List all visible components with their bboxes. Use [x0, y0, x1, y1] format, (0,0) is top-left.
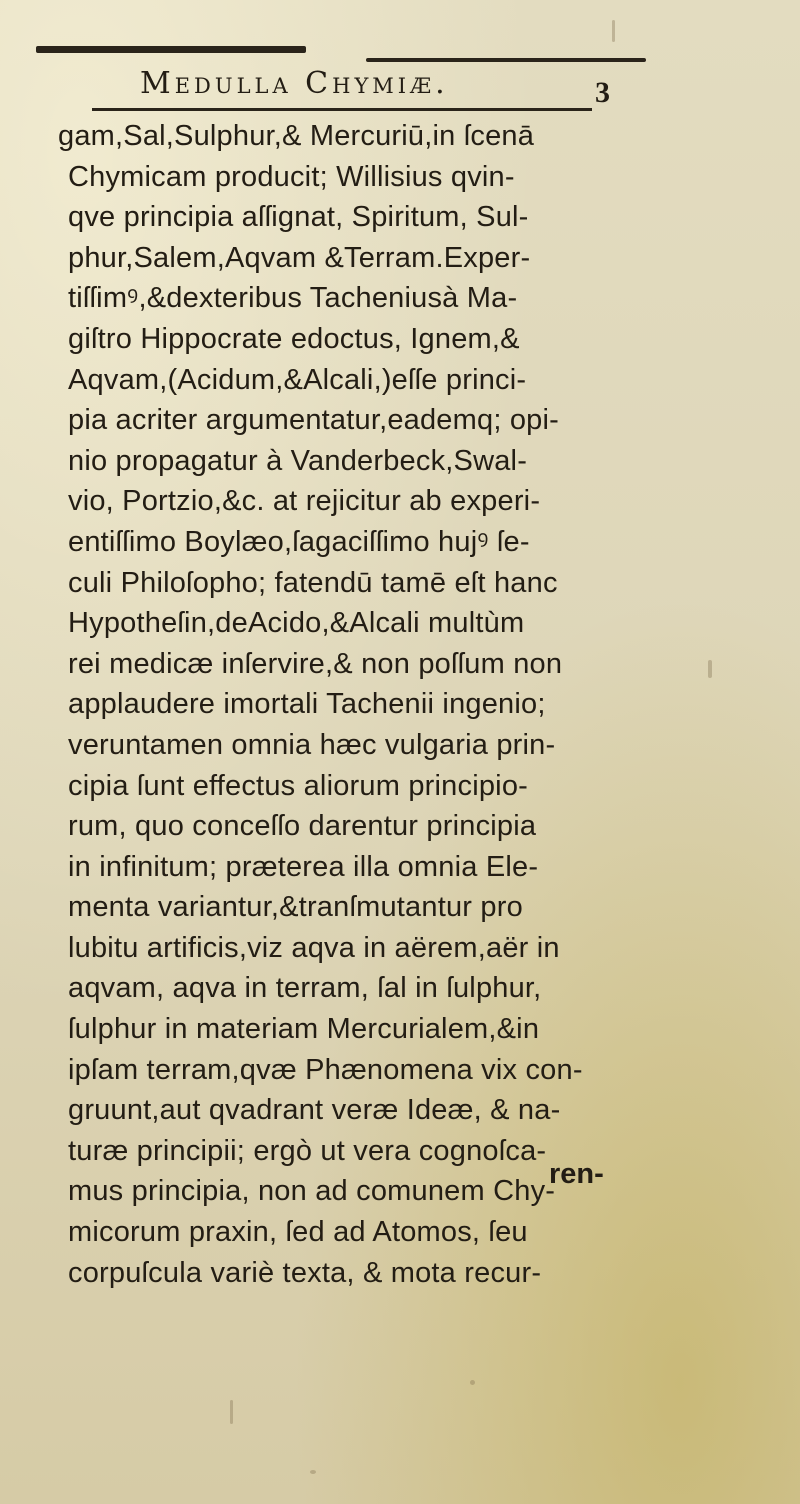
text-line: menta variantur,&tranſmutantur pro	[68, 891, 523, 924]
body-text	[58, 116, 658, 1293]
text-line: applaudere imortali Tachenii ingenio;	[68, 688, 546, 721]
text-line: Aqvam,(Acidum,&Alcali,)eſſe princi-	[68, 363, 527, 396]
page-number: 3	[595, 76, 610, 109]
text-line: phur,Salem,Aqvam &Terram.Exper-	[68, 241, 531, 274]
paper-blemish	[708, 660, 712, 678]
text-line: aqvam, aqva in terram, ſal in ſulphur,	[68, 972, 542, 1005]
text-line: turæ principii; ergò ut vera cognoſca-	[68, 1134, 547, 1167]
text-line: Hypotheſin,deAcido,&Alcali multùm	[68, 607, 525, 640]
text-line: qve principia aſſignat, Spiritum, Sul-	[68, 201, 529, 234]
text-line: rei medicæ inſervire,& non poſſum non	[68, 647, 563, 680]
paper-blemish	[470, 1380, 475, 1385]
text-line: veruntamen omnia hæc vulgaria prin-	[68, 728, 556, 761]
catchword: ren-	[549, 1158, 604, 1190]
text-line: mus principia, non ad comunem Chy-	[68, 1175, 556, 1208]
text-line: ipſam terram,qvæ Phænomena vix con-	[68, 1053, 583, 1086]
header-rule	[36, 46, 606, 66]
text-line: gam,Sal,Sulphur,& Mercuriū,in ſcenā	[58, 120, 535, 152]
header-underline	[92, 108, 592, 111]
text-line: culi Philoſopho; fatendū tamē eſt hanc	[68, 566, 558, 599]
text-line: Chymicam producit; Willisius qvin-	[68, 160, 515, 193]
text-line: gruunt,aut qvadrant veræ Ideæ, & na-	[68, 1094, 561, 1127]
text-line: cipia ſunt effectus aliorum principio-	[68, 769, 529, 802]
running-title: Medulla Chymiæ.	[140, 66, 449, 101]
text-line: vio, Portzio,&c. at rejicitur ab experi-	[68, 485, 541, 518]
text-line: giſtro Hippocrate edoctus, Ignem,&	[68, 322, 520, 355]
running-header	[140, 66, 610, 109]
text-line: lubitu artificis,viz aqva in aërem,aër in	[68, 931, 560, 964]
text-line: in infinitum; præterea illa omnia Ele-	[68, 850, 539, 883]
paper-blemish	[612, 20, 615, 42]
paper-blemish	[310, 1470, 316, 1474]
text-line: entiſſimo Boylæo,ſagaciſſimo hujꝰ ſe-	[68, 525, 530, 558]
header-rule-thin	[366, 58, 646, 62]
text-line: ſulphur in materiam Mercurialem,&in	[68, 1013, 540, 1046]
header-rule-thick	[36, 46, 306, 53]
text-line: micorum praxin, ſed ad Atomos, ſeu	[68, 1216, 528, 1249]
text-line: pia acriter argumentatur,eademq; opi-	[68, 404, 559, 437]
text-line: tiſſimꝰ,&dexteribus Tacheniusà Ma-	[68, 282, 518, 315]
paper-blemish	[230, 1400, 233, 1424]
text-line: rum, quo conceſſo darentur principia	[68, 810, 537, 843]
text-line: corpuſcula variè texta, & mota recur-	[68, 1256, 542, 1289]
text-line: nio propagatur à Vanderbeck,Swal-	[68, 444, 528, 477]
